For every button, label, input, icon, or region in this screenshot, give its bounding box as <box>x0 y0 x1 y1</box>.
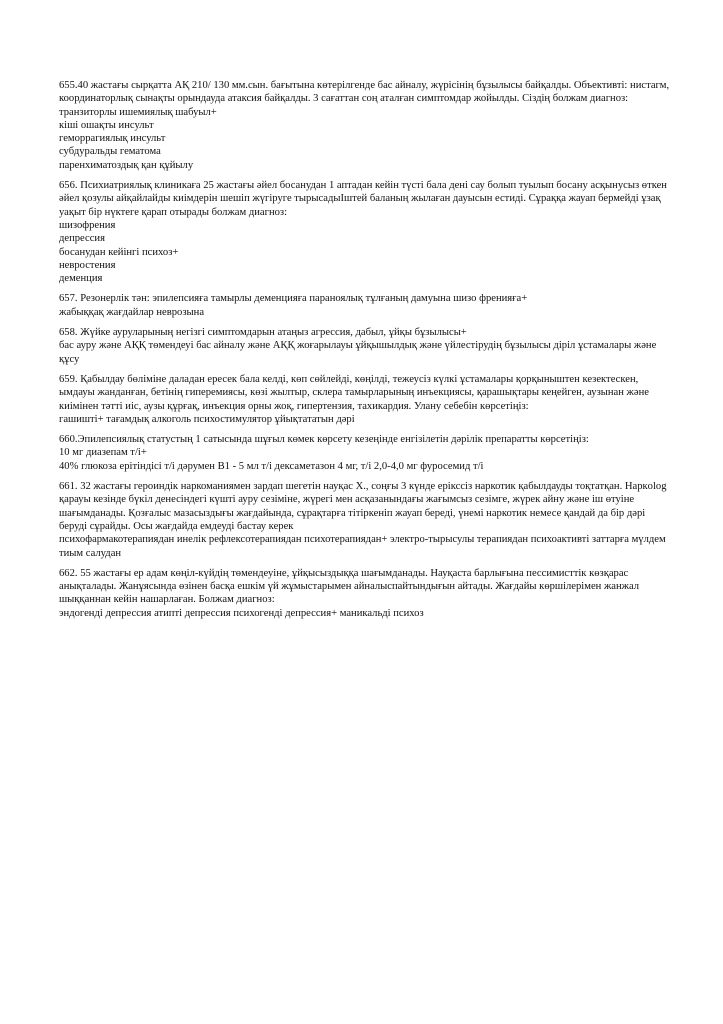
answer-option: паренхиматоздық қан құйылу <box>59 159 194 171</box>
question-text: 659. Қабылдау бөліміне даладан ересек бала келді, көп сөйлейді, көңілді, тежеусіз күлкі ұстамалары қорқыныштен кезектескен, ымдауы жанданған, бетінің гиперемиясы, көзі жылтыр, склера тамырларының инъекциясы, қарашықтары кеңейген, аузынан және киімінен тәтті иіс, аузы құрғақ, инъекция орны жоқ, гипертензия, тахикардия. Улану себебін көрсетіңіз: <box>59 373 649 412</box>
question-657 <box>59 292 671 319</box>
answer-option: кіші ошақты инсульт <box>59 119 154 131</box>
question-660 <box>59 433 671 473</box>
answer-option: геморрагиялық инсульт <box>59 133 166 145</box>
question-text: 656. Психиатриялық клиникаға 25 жастағы әйел босанудан 1 аптадан кейін түсті бала дені сау болып туылып босану асқынусыз өткен әйел қозулы айқайлайды киімдерін шешіп жүгіруге тырысадыІштей баланың жылаған дауысын естиді. Сұраққа жауап бермейді ұзақ уақыт бір нүктеге қарап отырады болжам диагноз: <box>59 180 667 218</box>
question-655 <box>59 79 671 172</box>
answer-option: жабыққақ жағдайлар неврозына <box>59 306 205 318</box>
answer-option: депрессия <box>59 233 105 245</box>
question-656 <box>59 179 671 285</box>
answer-option: 10 мг диазепам т/і+ <box>59 447 147 459</box>
document-page <box>59 79 671 627</box>
question-text: 658. Жүйке ауруларының негізгі симптомдарын атаңыз агрессия, дабыл, ұйқы бұзылысы+ <box>59 327 467 339</box>
answer-option: субдуральды гематома <box>59 146 161 158</box>
question-658 <box>59 326 671 366</box>
answer-option: невростения <box>59 259 116 271</box>
question-661 <box>59 480 671 560</box>
answer-option: 40% глюкоза ерітіндісі т/і дәрумен В1 - 5 мл т/і дексаметазон 4 мг, т/і 2,0-4,0 мг фуросемид т/і <box>59 460 484 472</box>
answer-option: эндогенді депрессия атипті депрессия психогенді депрессия+ маникальді психоз <box>59 607 424 619</box>
question-text: 660.Эпилепсиялық статустың 1 сатысында шұғыл көмек көрсету кезеңінде енгізілетін дәрілік препаратты көрсетіңіз: <box>59 434 589 446</box>
answer-option: босанудан кейінгі психоз+ <box>59 246 179 258</box>
question-text: 662. 55 жастағы ер адам көңіл-күйдің төмендеуіне, ұйқысыздыққа шағымданады. Науқаста барлығына пессимисттік көзқарас анықталады. Жанұясында өзінен басқа ешкім үй жұмыстарымен айналыспайтындығын айтады. Жағдайы көршілерімен жанжал шыққаннан кейін нашарлаған. Болжам диагноз: <box>59 567 640 606</box>
answer-option: гашишті+ тағамдық алкоголь психостимулятор ұйықтататын дәрі <box>59 413 355 425</box>
question-text: 655.40 жастағы сырқатта АҚ 210/ 130 мм.сын. бағытына көтерілгенде бас айналу, жүрісінің бұзылысы байқалды. Объективті: нистагм, координаторлық сынақты орындауда атаксия байқалды. 3 сағаттан соң аталған симптомдар жойылды. Сіздің болжам диагноз: <box>59 80 670 105</box>
question-text: 657. Резонерлік тән: эпилепсияға тамырлы деменцияға параноялық тұлғаның дамуына шизо френияға+ <box>59 293 528 305</box>
answer-option: транзиторлы ишемиялық шабуыл+ <box>59 106 217 118</box>
answer-option: психофармакотерапиядан инелік рефлексотерапиядан психотерапиядан+ электро-тырысулы терапиядан психоактивті заттарға мүлдем тиым салудан <box>59 534 666 559</box>
answer-option: бас ауру және АҚҚ төмендеуі бас айналу және АҚҚ жоғарылауы ұйқышылдық және үйлестірудің бұзылысы діріл ұстамалары және құсу <box>59 340 657 365</box>
answer-option: шизофрения <box>59 219 116 231</box>
answer-option: деменция <box>59 273 103 285</box>
question-659 <box>59 373 671 426</box>
question-text: 661. 32 жастағы героиндік наркоманиямен зардап шегетін науқас Х., соңғы 3 күнде ерікссіз наркотик қабылдауды тоқтатқан. Наркolog қарауы кезінде бүкіл денесіндегі күшті ауру сезіміне, жүрегі мен асқазанындағы жағымсыз сезімге, жүрек айну және іш өтуіне шағымданады. Қозғалыс мазасыздығы жағдайында, сұрақтарға тітіркеніп жауап береді, үнемі наркотик немесе қандай да бір дәрі беруді сұрайды. Осы жағдайда емдеуді бастау керек <box>59 481 667 532</box>
question-662 <box>59 567 671 620</box>
